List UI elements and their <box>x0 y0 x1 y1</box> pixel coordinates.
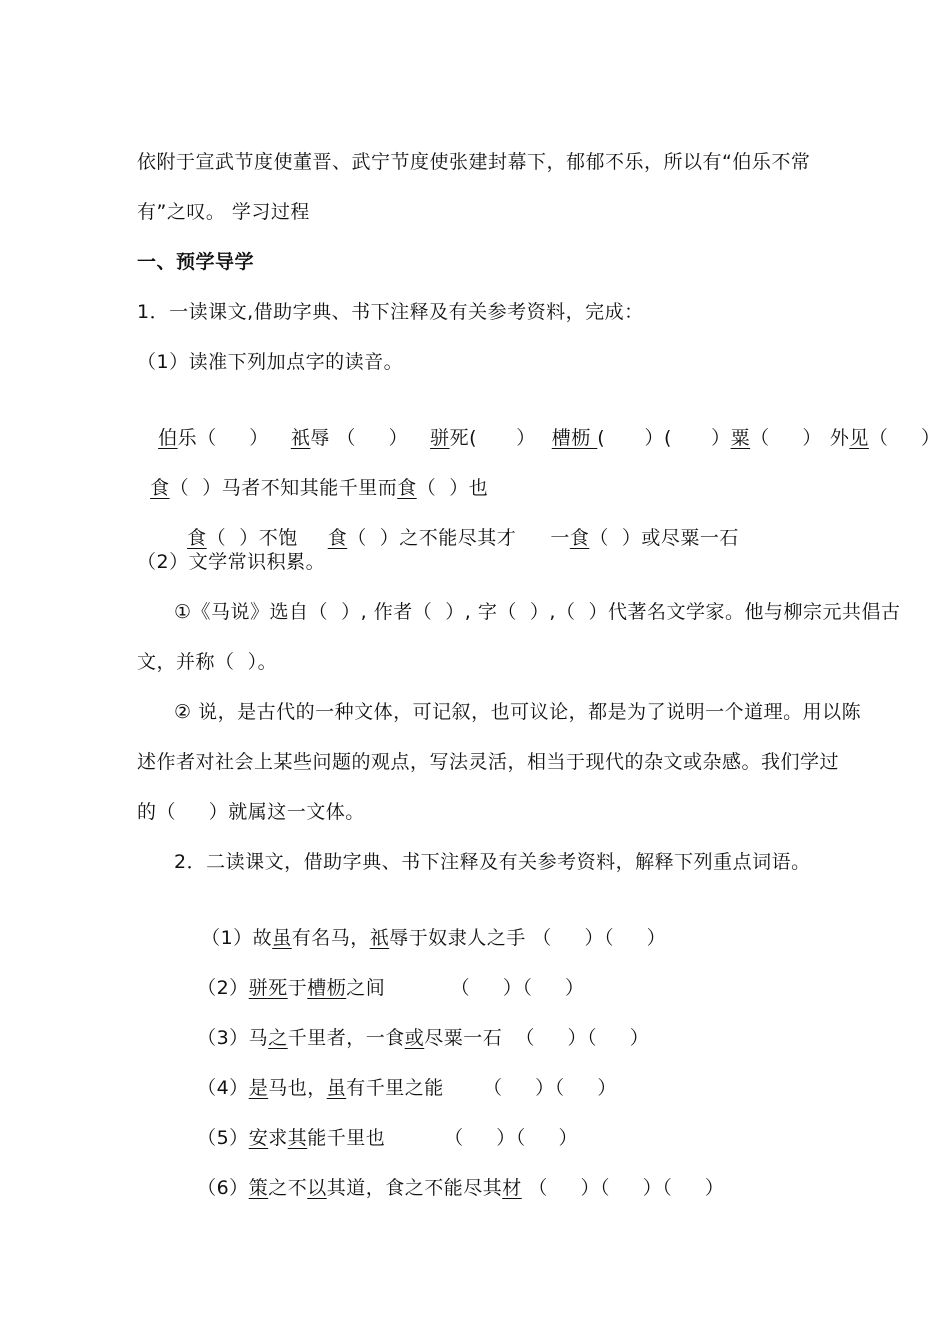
section-heading: 一、预学导学 <box>137 251 255 273</box>
vocab-item: （6）策之不以其道，食之不能尽其材 （ ）（ ）（ ） <box>197 1177 725 1199</box>
question-1-2: （2）文学常识积累。 <box>137 551 326 573</box>
pron-item: 骈死( ） <box>430 427 536 449</box>
question-1: 1．一读课文,借助字典、书下注释及有关参考资料，完成： <box>137 301 644 323</box>
pron-item: 祇辱 （ ） <box>290 427 409 449</box>
question-1-1: （1）读准下列加点字的读音。 <box>137 351 404 373</box>
pron-item: 外见（ ） <box>829 427 941 449</box>
vocab-item: （4）是马也，虽有千里之能 （ ）（ ） <box>197 1077 617 1099</box>
pron-item: 粟（ ） <box>730 427 822 449</box>
literature-line: 文，并称（ ）。 <box>137 651 278 673</box>
vocab-item: （2）骈死于槽枥之间 （ ）（ ） <box>197 977 585 999</box>
vocab-item: （5）安求其能千里也 （ ）（ ） <box>197 1127 578 1149</box>
literature-line: 的（ ）就属这一文体。 <box>137 801 365 823</box>
pronunciation-row-3: 食（ ）不饱 食（ ）之不能尽其才 一食（ ）或尽粟一石 <box>187 527 739 549</box>
literature-line: ①《马说》选自（ ）, 作者（ ）, 字（ ）,（ ）代著名文学家。他与柳宗元共倡古 <box>174 601 901 623</box>
pronunciation-row-1 <box>145 399 941 451</box>
pron-item: 槽枥 ( ）( ） <box>551 427 731 449</box>
literature-line: 述作者对社会上某些问题的观点，写法灵活，相当于现代的杂文或杂感。我们学过 <box>137 751 840 773</box>
paragraph-line: 依附于宣武节度使董晋、武宁节度使张建封幕下，郁郁不乐，所以有“伯乐不常 <box>137 151 811 173</box>
pron-item: 伯乐（ ） <box>158 427 269 449</box>
literature-line: ② 说，是古代的一种文体，可记叙，也可议论，都是为了说明一个道理。用以陈 <box>174 701 862 723</box>
pronunciation-row-2: 食（ ）马者不知其能千里而食（ ）也 <box>150 477 489 499</box>
vocab-item: （1）故虽有名马，祇辱于奴隶人之手 （ ）（ ） <box>201 927 667 949</box>
paragraph-line: 有”之叹。 学习过程 <box>137 201 310 223</box>
vocab-item: （3）马之千里者，一食或尽粟一石 （ ）（ ） <box>197 1027 650 1049</box>
question-2: 2．二读课文，借助字典、书下注释及有关参考资料，解释下列重点词语。 <box>174 851 811 873</box>
